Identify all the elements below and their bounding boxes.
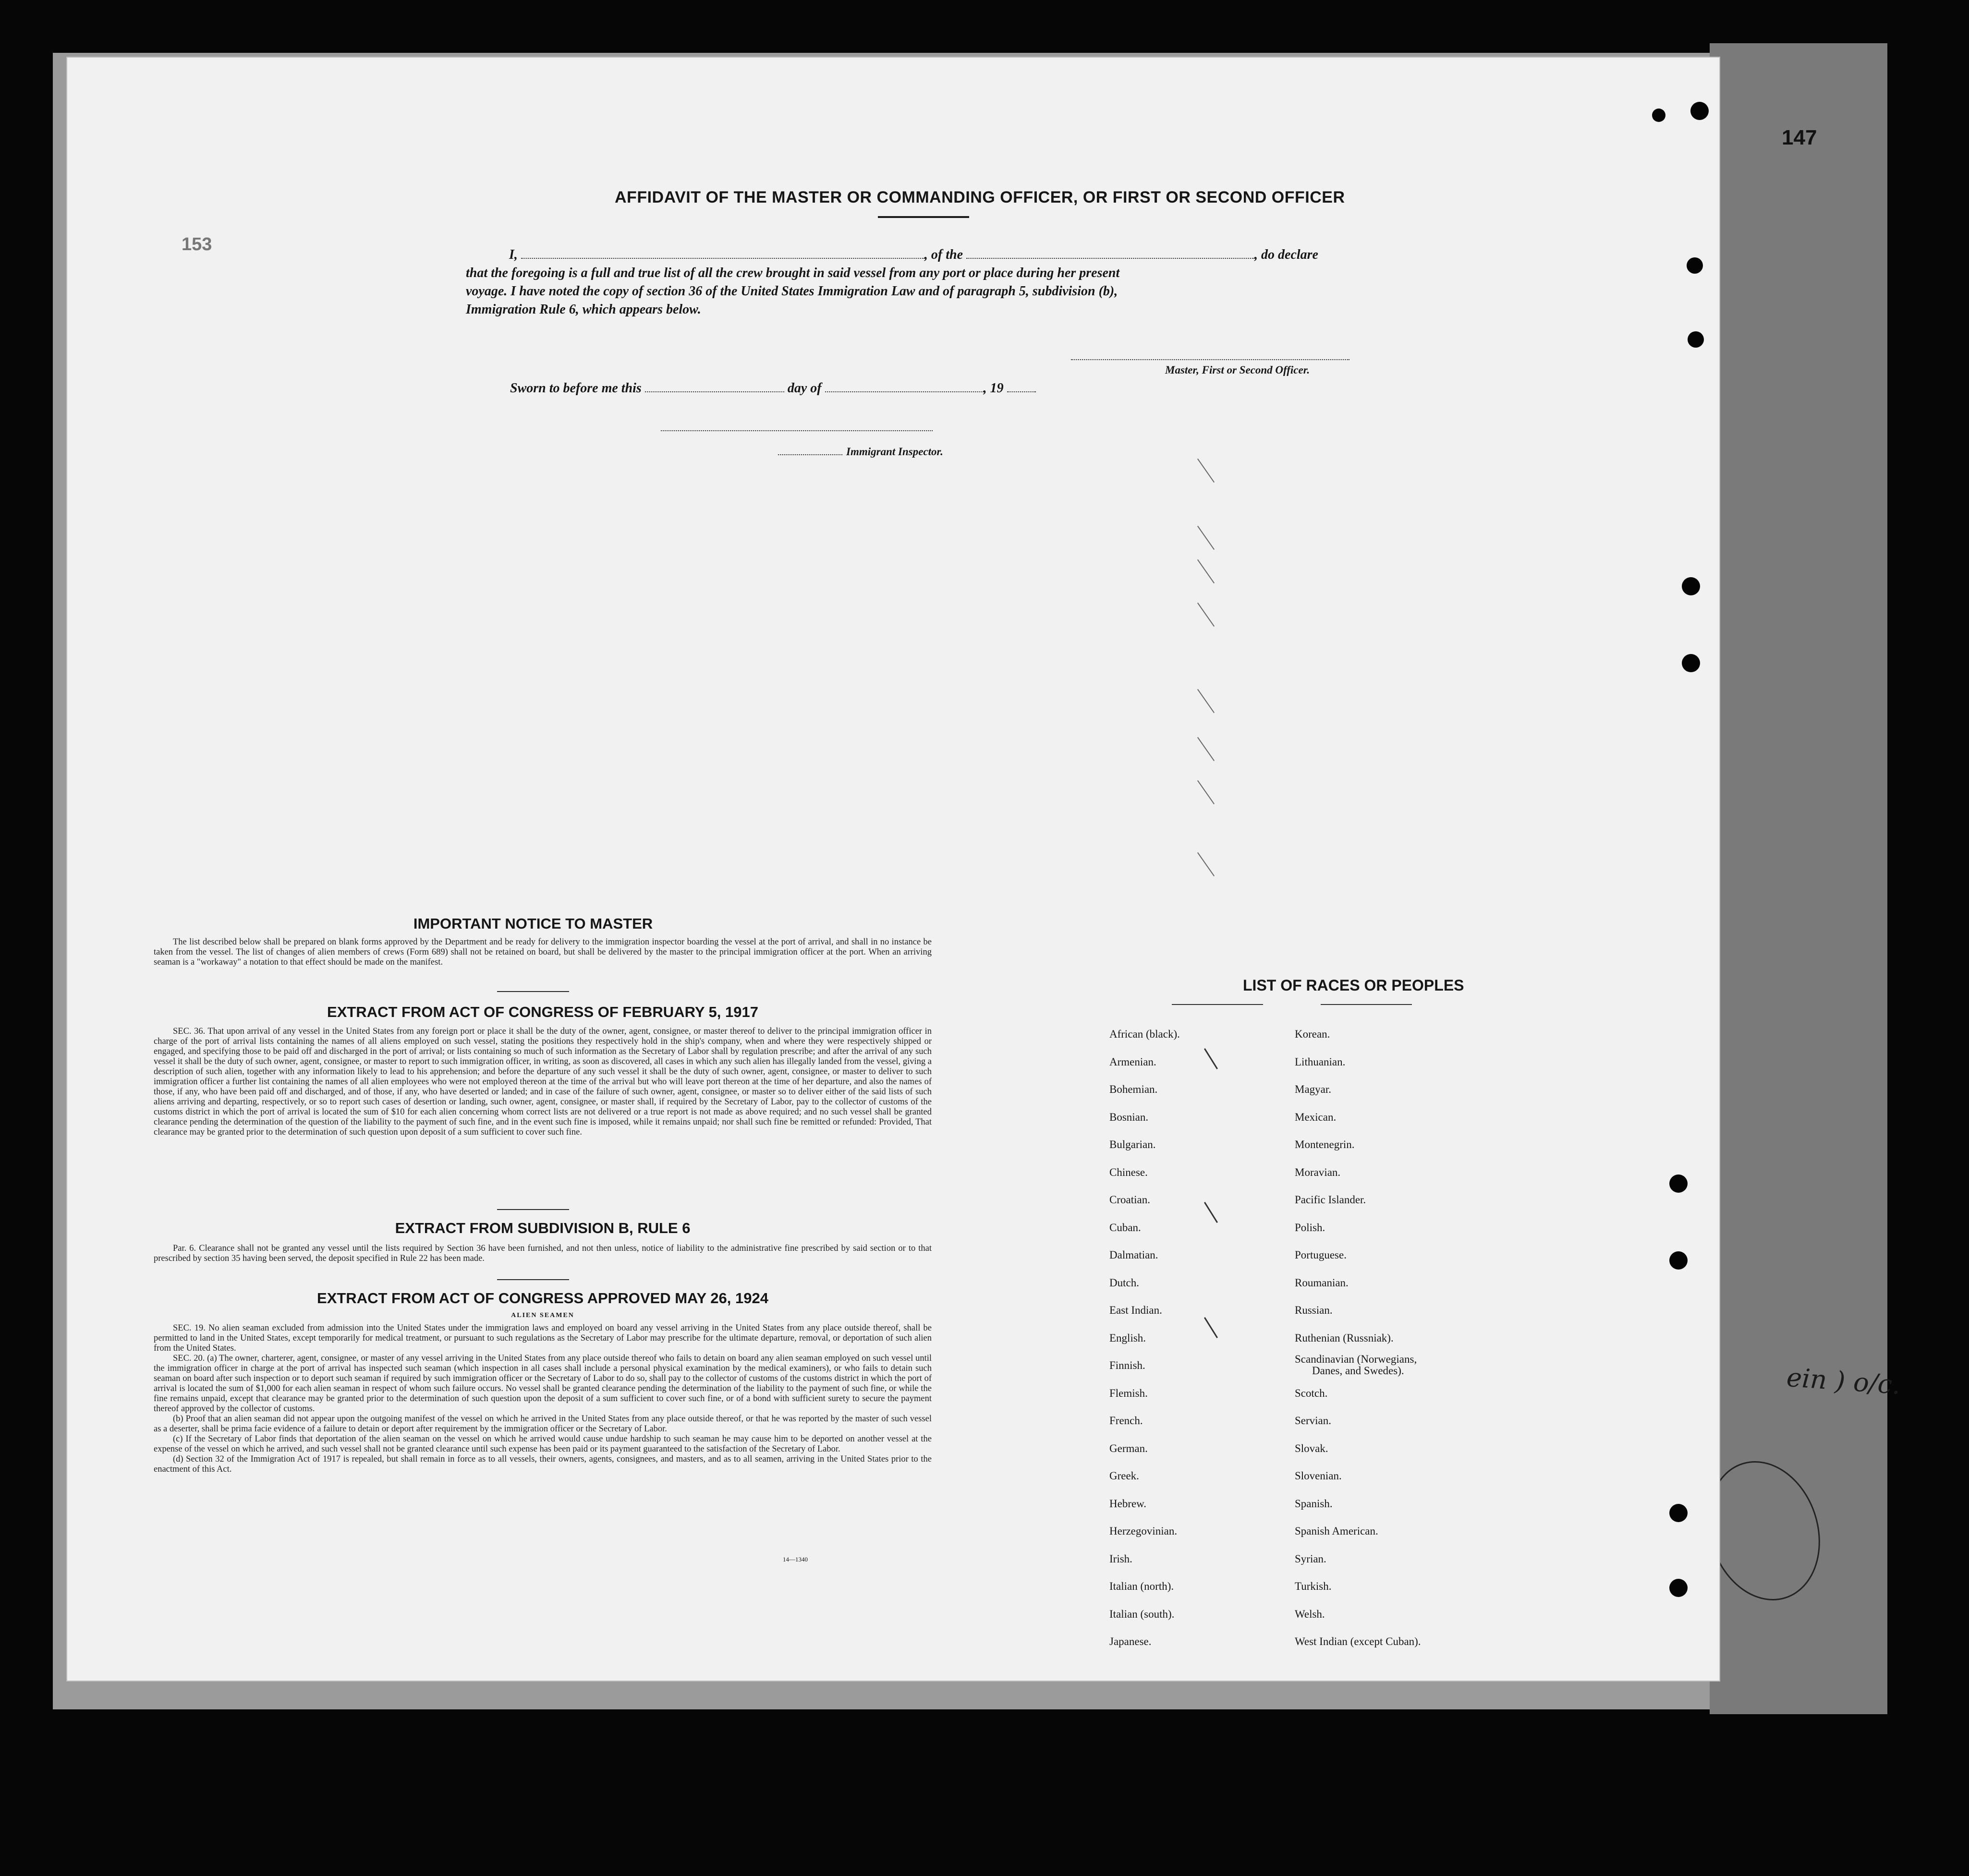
race-item: Slovenian. (1295, 1470, 1342, 1482)
race-item: Polish. (1295, 1221, 1325, 1234)
race-item: Spanish. (1295, 1497, 1333, 1510)
sworn-day-of: day of (787, 381, 822, 396)
check-mark (1204, 1048, 1218, 1069)
faint-tick-mark (1197, 737, 1215, 761)
race-item: Dutch. (1109, 1276, 1139, 1289)
race-item: Italian (north). (1109, 1580, 1174, 1592)
race-item: Welsh. (1295, 1608, 1325, 1620)
sec-20b: (b) Proof that an alien seaman did not appear upon the outgoing manifest of the vessel on which he arrived in the United States from any place outside thereof, or that he was reported by the master of such vessel as a deserter, shall be prima facie evidence of a failure to detain or deport after requirement by the immigration officer or the Secretary of Labor. (154, 1414, 932, 1434)
race-item: Ruthenian (Russniak). (1295, 1331, 1394, 1344)
handwritten-note: ein ) o/c. (1786, 1362, 1902, 1401)
extract-1917-body: SEC. 36. That upon arrival of any vessel in the United States from any foreign port or place it shall be the duty of the owner, agent, consignee, or master thereof to deliver to the principal immigration officer in charge of the port of arrival lists containing the names of all aliens employed on such vessel, stating the positions they respectively hold in the ship's company, when and where they were respectively shipped or engaged, and specifying those to be paid off and discharged in the port of arrival; or lists containing so much of such information as the Secretary of Labor shall by regulation prescribe; and after the arrival of any such vessel it shall be the duty of such owner, agent, consignee, or master to report to such immigration officer, in writing, as soon as discovered, all cases in which any such alien has illegally landed from the vessel, giving a description of such alien, together with any information likely to lead to his apprehension; and before the departure of any such vessel it shall be the duty of such owner, agent, consignee, or master to deliver to such immigration officer a further list containing the names of all alien employees who were not employed thereon at the time of the arrival but who will leave port thereon at the time of her departure, and also the names of those, if any, who have been paid off and discharged, and of those, if any, who have deserted or landed; and in case of the failure of such owner, agent, consignee, or master so to deliver either of the said lists of such aliens arriving and departing, respectively, or so to report such cases of desertion or landing, such owner, agent, consignee, or master shall, if required by the Secretary of Labor, pay to the collector of customs of the customs district in which the port of arrival is located the sum of $10 for each alien concerning whom correct lists are not delivered or a true report is not made as above required; and no such vessel shall be granted clearance pending the determination of the question of the liability to the payment of such fine, and in the event such fine is imposed, while it remains unpaid; nor shall such fine be remitted or refunded: Provided, That clearance may be granted prior to the determination of such question upon deposit of a sum sufficient to cover such fine. (154, 1027, 932, 1137)
sec-20c: (c) If the Secretary of Labor finds that deportation of the alien seaman on the vessel on which he arrived would cause undue hardship to such seaman he may cause him to be deported on another vessel at the expense of the vessel on which he arrived, and such vessel shall not be granted clearance until such expense has been paid or its payment guaranteed to the satisfaction of the Secretary of Labor. (154, 1434, 932, 1454)
affidavit-line-2: that the foregoing is a full and true list of all the crew brought in said vessel from any port or place during her present (466, 266, 1120, 280)
form-number: 14—1340 (783, 1556, 808, 1563)
extract-1917-title: EXTRACT FROM ACT OF CONGRESS OF FEBRUARY 5, 1917 (327, 1004, 758, 1020)
sec-20a: SEC. 20. (a) The owner, charterer, agent, consignee, or master of any vessel arriving in the United States from any place outside thereof who fails to detain on board any alien seaman employed on such vessel until the immigration officer in charge at the port of arrival has inspected such seaman (which inspection in all cases shall include a personal physical examination by the medical examiners), or who fails to detain such seaman on board after such inspection or to deport such seaman if required by such immigration officer or the Secretary of Labor to do so, shall pay to the collector of customs of the customs district in which the port of arrival is located the sum of $1,000 for each alien seaman in respect of whom such failure occurs. No vessel shall be granted clearance pending the determination of the liability to the payment of such fine, or while the fine remains unpaid, except that clearance may be granted prior to the determination of such question upon the deposit of a sum sufficient to cover such fine, or of a bond with sufficient surety to secure the payment thereof approved by the collector of customs. (154, 1354, 932, 1414)
race-item: Moravian. (1295, 1166, 1341, 1178)
affidavit-title: AFFIDAVIT OF THE MASTER OR COMMANDING OFFICER, OR FIRST OR SECOND OFFICER (615, 188, 1345, 206)
punch-hole (1652, 109, 1665, 122)
race-item: Spanish American. (1295, 1525, 1378, 1537)
race-item: Roumanian. (1295, 1276, 1349, 1289)
race-item: Syrian. (1295, 1552, 1326, 1565)
punch-hole (1690, 102, 1709, 120)
race-item: Hebrew. (1109, 1497, 1147, 1510)
page-number: 147 (1782, 126, 1817, 149)
race-item: Flemish. (1109, 1387, 1148, 1399)
race-item: Croatian. (1109, 1194, 1150, 1206)
race-item: Italian (south). (1109, 1608, 1175, 1620)
races-divider-left (1172, 1004, 1263, 1005)
inspector-signature-line (661, 430, 933, 431)
underlying-sheet-edge (1710, 43, 1887, 1714)
race-item: Herzegovinian. (1109, 1525, 1178, 1537)
race-item: Greek. (1109, 1470, 1139, 1482)
race-item: Dalmatian. (1109, 1249, 1158, 1261)
faint-page-number: 153 (182, 234, 212, 254)
punch-hole (1669, 1251, 1688, 1270)
inspector-prefix-line (778, 454, 842, 455)
section-rule (497, 991, 569, 992)
race-item: Magyar. (1295, 1083, 1332, 1095)
punch-hole (1687, 257, 1703, 274)
sworn-text: Sworn to before me this (510, 381, 642, 396)
punch-hole (1669, 1174, 1688, 1193)
inspector-label: Immigrant Inspector. (846, 446, 943, 458)
notice-body: The list described below shall be prepared on blank forms approved by the Department and be ready for delivery to the immigration inspector boarding the vessel at the port of arrival, and shall in no instance be taken from the vessel. The list of changes of alien members of crews (Form 689) shall not be retained on board, but shall be delivered by the master to the principal immigration officer at the port. When an arriving seaman is a "workaway" a notation to that effect should be made on the manifest. (154, 937, 932, 967)
affidavit-of-the: , of the (924, 247, 963, 262)
check-mark (1204, 1202, 1218, 1223)
sworn-year-blank (1007, 381, 1036, 392)
vessel-blank (966, 247, 1254, 259)
race-item: Finnish. (1109, 1359, 1145, 1371)
affidavit-i: I, (509, 247, 518, 262)
affidavit-line-3: voyage. I have noted the copy of section 36 of the United States Immigration Law and of paragraph 5, subdivision (b), (466, 284, 1118, 299)
faint-tick-mark (1197, 689, 1215, 713)
manifest-page (67, 58, 1719, 1681)
affidavit-line-1 (509, 246, 1450, 264)
races-right-column (1295, 1020, 1421, 1656)
sec-20d: (d) Section 32 of the Immigration Act of 1917 is repealed, but shall remain in force as to all vessels, their owners, agents, consignees, and masters, and as to all seamen, arriving in the United States prior to the enactment of this Act. (154, 1454, 932, 1474)
alien-seamen-subtitle: ALIEN SEAMEN (511, 1312, 574, 1319)
sec-19: SEC. 19. No alien seaman excluded from admission into the United States under the immigration laws and employed on board any vessel arriving in the United States from any place outside thereof, shall be permitted to land in the United States, except temporarily for medical treatment, or pursuant to such regulations as the Secretary of Labor may prescribe for the ultimate departure, removal, or deportation of such alien from the United States. (154, 1323, 932, 1353)
race-item: Japanese. (1109, 1635, 1152, 1647)
race-item: West Indian (except Cuban). (1295, 1635, 1421, 1647)
race-item-scandinavian (1295, 1352, 1421, 1380)
race-item: Portuguese. (1295, 1249, 1347, 1261)
sworn-line (510, 379, 1036, 398)
race-item: Cuban. (1109, 1221, 1141, 1234)
race-item: Bulgarian. (1109, 1138, 1156, 1150)
affidavit-line-4: Immigration Rule 6, which appears below. (466, 302, 701, 317)
punch-hole (1688, 331, 1704, 348)
notice-title: IMPORTANT NOTICE TO MASTER (413, 915, 653, 932)
faint-tick-mark (1197, 603, 1215, 627)
race-item: English. (1109, 1331, 1146, 1344)
race-item: Irish. (1109, 1552, 1132, 1565)
master-signature-line (1071, 359, 1349, 360)
race-item: Armenian. (1109, 1055, 1156, 1068)
race-item: Turkish. (1295, 1580, 1332, 1592)
race-item: Bohemian. (1109, 1083, 1158, 1095)
sworn-year: , 19 (983, 381, 1004, 396)
faint-tick-mark (1197, 780, 1215, 804)
race-item: Bosnian. (1109, 1111, 1149, 1123)
races-left-column (1109, 1020, 1180, 1656)
section-rule (497, 1209, 569, 1210)
punch-hole (1682, 654, 1700, 672)
race-item: East Indian. (1109, 1304, 1162, 1316)
affidavit-declare: , do declare (1254, 247, 1318, 262)
race-item: Pacific Islander. (1295, 1194, 1366, 1206)
race-item: Slovak. (1295, 1442, 1328, 1454)
punch-hole (1682, 577, 1700, 595)
extract-1924-body (154, 1323, 932, 1475)
sworn-day-blank (645, 381, 784, 392)
section-rule (497, 1279, 569, 1280)
race-item: Montenegrin. (1295, 1138, 1355, 1150)
race-item: Mexican. (1295, 1111, 1337, 1123)
race-item-line: Danes, and Swedes). (1312, 1365, 1404, 1377)
race-item: Servian. (1295, 1415, 1332, 1427)
races-divider-right (1321, 1004, 1412, 1005)
extract-rule6-title: EXTRACT FROM SUBDIVISION B, RULE 6 (395, 1220, 691, 1236)
race-item: Korean. (1295, 1028, 1330, 1040)
race-item: German. (1109, 1442, 1148, 1454)
master-signature-label: Master, First or Second Officer. (1165, 364, 1310, 376)
check-mark (1204, 1317, 1218, 1338)
faint-tick-mark (1197, 459, 1215, 483)
faint-tick-mark (1197, 852, 1215, 876)
sworn-month-blank (825, 381, 984, 392)
extract-1924-title: EXTRACT FROM ACT OF CONGRESS APPROVED MAY 26, 1924 (317, 1290, 768, 1307)
race-item: French. (1109, 1415, 1143, 1427)
punch-hole (1669, 1504, 1688, 1522)
race-item: African (black). (1109, 1028, 1180, 1040)
extract-rule6-body: Par. 6. Clearance shall not be granted any vessel until the lists required by Section 36 have been furnished, and not then unless, notice of liability to the administrative fine prescribed by said section or to that prescribed by section 35 having been served, the deposit specified in Rule 22 has been made. (154, 1244, 932, 1263)
race-item: Scotch. (1295, 1387, 1328, 1399)
name-blank (521, 247, 924, 259)
faint-tick-mark (1197, 526, 1215, 550)
race-item-line: Scandinavian (Norwegians, (1295, 1353, 1417, 1365)
race-item: Russian. (1295, 1304, 1333, 1316)
race-item: Chinese. (1109, 1166, 1148, 1178)
punch-hole (1669, 1579, 1688, 1597)
title-rule (878, 216, 969, 218)
faint-tick-mark (1197, 559, 1215, 583)
races-title: LIST OF RACES OR PEOPLES (1243, 977, 1464, 994)
race-item: Lithuanian. (1295, 1055, 1346, 1068)
